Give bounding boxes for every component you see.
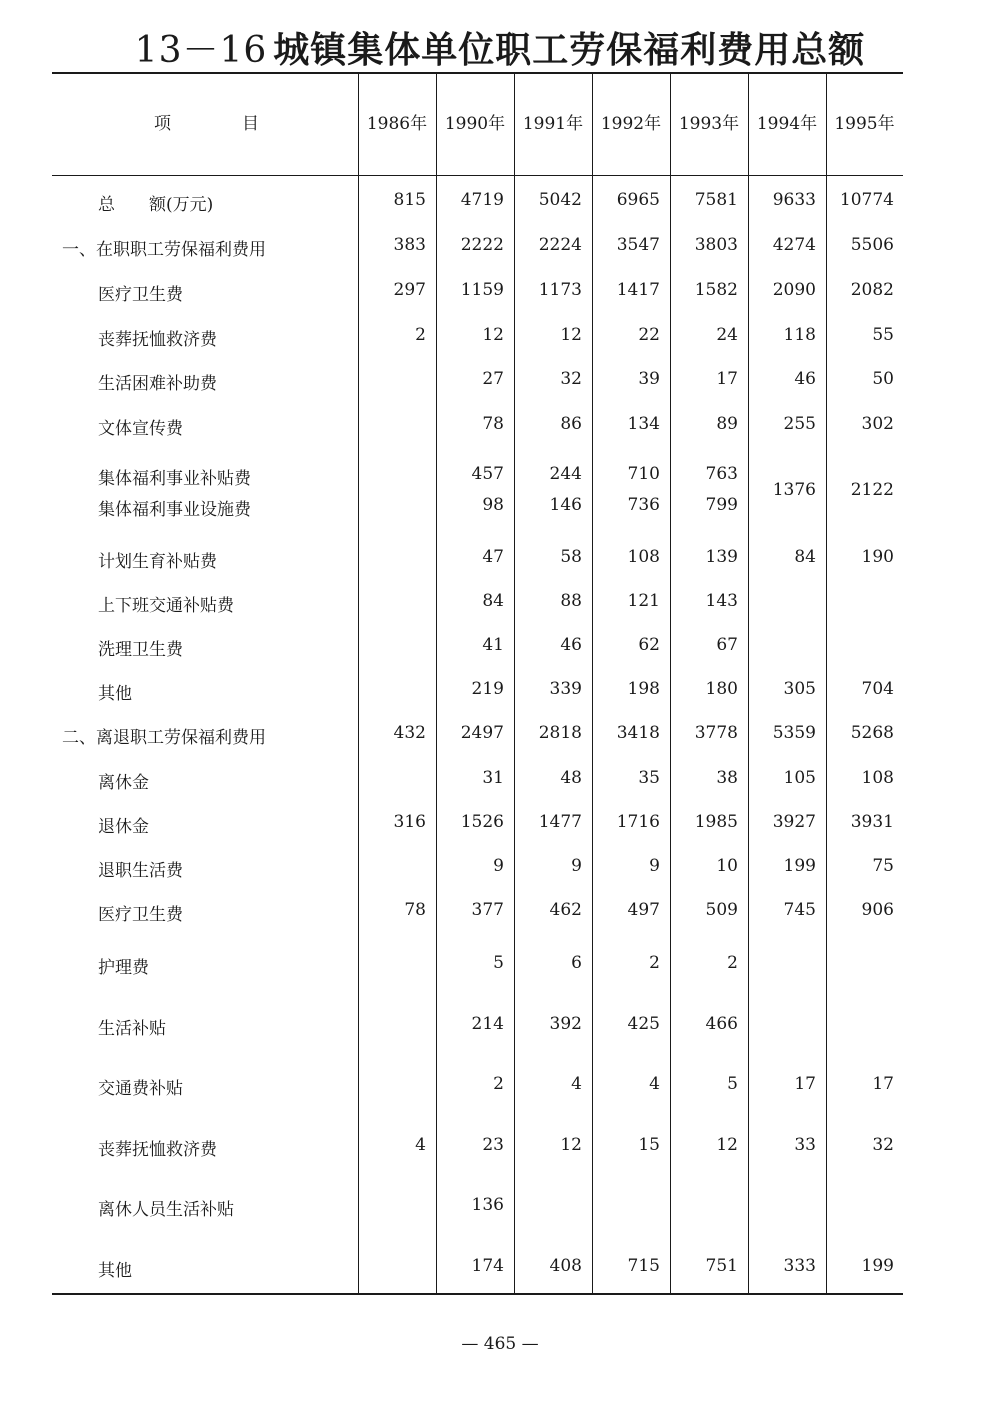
cell-value: 32 <box>872 1135 894 1155</box>
cell-value: 297 <box>393 280 426 300</box>
cell-value: 108 <box>627 547 660 567</box>
cell-value: 180 <box>705 679 738 699</box>
cell-value: 10 <box>716 856 738 876</box>
cell-value: 1417 <box>616 280 660 300</box>
cell-value: 255 <box>783 414 816 434</box>
header-item-a: 项 <box>154 114 171 134</box>
cell-value: 763 <box>705 464 738 484</box>
cell-value: 143 <box>705 591 738 611</box>
cell-value: 2090 <box>772 280 816 300</box>
cell-value: 23 <box>482 1135 504 1155</box>
cell-value: 7581 <box>694 190 738 210</box>
cell-value: 2 <box>649 953 660 973</box>
cell-value: 88 <box>560 591 582 611</box>
cell-value: 745 <box>783 900 816 920</box>
cell-value: 4 <box>571 1074 582 1094</box>
cell-value: 146 <box>549 495 582 515</box>
header-year: 1994年 <box>756 114 818 134</box>
cell-value: 12 <box>560 1135 582 1155</box>
cell-value: 3547 <box>616 235 660 255</box>
row-label: 生活补贴 <box>98 1019 166 1039</box>
cell-value: 219 <box>471 679 504 699</box>
table-number: 13－16 <box>134 30 268 71</box>
cell-value: 121 <box>627 591 660 611</box>
cell-value: 17 <box>872 1074 894 1094</box>
cell-value: 134 <box>627 414 660 434</box>
cell-value: 432 <box>393 723 426 743</box>
cell-value: 9 <box>571 856 582 876</box>
row-label: 离休人员生活补贴 <box>98 1200 234 1220</box>
cell-value: 457 <box>471 464 504 484</box>
row-label: 洗理卫生费 <box>98 640 183 660</box>
cell-value: 2 <box>415 325 426 345</box>
cell-value: 4 <box>649 1074 660 1094</box>
cell-value: 715 <box>627 1256 660 1276</box>
header-year: 1986年 <box>366 114 428 134</box>
row-label: 交通费补贴 <box>98 1079 183 1099</box>
cell-value: 50 <box>872 369 894 389</box>
cell-value: 5 <box>493 953 504 973</box>
cell-value: 108 <box>861 768 894 788</box>
table-header-rule <box>52 175 903 176</box>
cell-value: 339 <box>549 679 582 699</box>
cell-value: 31 <box>482 768 504 788</box>
cell-value: 2497 <box>460 723 504 743</box>
cell-value: 2224 <box>538 235 582 255</box>
cell-value: 377 <box>471 900 504 920</box>
row-label: 其他 <box>98 684 132 704</box>
row-label: 离休金 <box>98 773 149 793</box>
row-label: 二、离退职工劳保福利费用 <box>62 728 266 748</box>
row-label: 医疗卫生费 <box>98 905 183 925</box>
cell-value: 333 <box>783 1256 816 1276</box>
cell-value: 1159 <box>460 280 504 300</box>
cell-value: 12 <box>482 325 504 345</box>
cell-value: 118 <box>783 325 816 345</box>
header-year: 1995年 <box>834 114 895 134</box>
cell-value: 3778 <box>694 723 738 743</box>
cell-value: 799 <box>705 495 738 515</box>
cell-value: 39 <box>638 369 660 389</box>
cell-value: 704 <box>861 679 894 699</box>
cell-value: 55 <box>872 325 894 345</box>
cell-value: 32 <box>560 369 582 389</box>
cell-value: 33 <box>794 1135 816 1155</box>
cell-value: 9 <box>493 856 504 876</box>
table-bottom-rule <box>52 1293 903 1295</box>
cell-value: 199 <box>861 1256 894 1276</box>
cell-value: 2 <box>727 953 738 973</box>
cell-value: 5268 <box>850 723 894 743</box>
row-label: 护理费 <box>98 958 149 978</box>
cell-value: 4719 <box>460 190 504 210</box>
cell-value: 58 <box>560 547 582 567</box>
cell-value: 17 <box>794 1074 816 1094</box>
cell-value: 906 <box>861 900 894 920</box>
cell-value: 5 <box>727 1074 738 1094</box>
row-label: 集体福利事业补贴费 <box>98 469 251 489</box>
cell-value: 174 <box>471 1256 504 1276</box>
cell-value: 751 <box>705 1256 738 1276</box>
row-label: 上下班交通补贴费 <box>98 596 234 616</box>
cell-value: 84 <box>482 591 504 611</box>
cell-value: 75 <box>872 856 894 876</box>
cell-value: 509 <box>705 900 738 920</box>
row-label: 生活困难补助费 <box>98 374 217 394</box>
row-label: 总 额(万元) <box>98 195 214 215</box>
cell-value: 2818 <box>538 723 582 743</box>
cell-value: 5359 <box>772 723 816 743</box>
cell-value: 38 <box>716 768 738 788</box>
cell-value: 27 <box>482 369 504 389</box>
row-label: 其他 <box>98 1261 132 1281</box>
cell-value: 41 <box>482 635 504 655</box>
cell-value: 214 <box>471 1014 504 1034</box>
cell-value: 6 <box>571 953 582 973</box>
cell-value: 2222 <box>460 235 504 255</box>
cell-value: 15 <box>638 1135 660 1155</box>
row-label: 丧葬抚恤救济费 <box>98 1140 217 1160</box>
cell-value: 425 <box>627 1014 660 1034</box>
cell-value: 4 <box>415 1135 426 1155</box>
cell-value: 2 <box>493 1074 504 1094</box>
cell-value: 466 <box>705 1014 738 1034</box>
header-year: 1990年 <box>444 114 506 134</box>
cell-value: 4274 <box>772 235 816 255</box>
column-divider <box>358 74 359 1293</box>
cell-value: 78 <box>404 900 426 920</box>
cell-value: 5042 <box>538 190 582 210</box>
header-year: 1993年 <box>678 114 740 134</box>
cell-value: 316 <box>393 812 426 832</box>
cell-value: 815 <box>393 190 426 210</box>
row-label: 退职生活费 <box>98 861 183 881</box>
row-label: 丧葬抚恤救济费 <box>98 330 217 350</box>
header-year: 1992年 <box>600 114 662 134</box>
cell-value: 199 <box>783 856 816 876</box>
cell-value: 497 <box>627 900 660 920</box>
cell-value: 244 <box>549 464 582 484</box>
cell-value: 408 <box>549 1256 582 1276</box>
merged-value-1995: 2122 <box>850 480 894 500</box>
cell-value: 392 <box>549 1014 582 1034</box>
cell-value: 24 <box>716 325 738 345</box>
cell-value: 9 <box>649 856 660 876</box>
cell-value: 190 <box>861 547 894 567</box>
row-label: 文体宣传费 <box>98 419 183 439</box>
cell-value: 78 <box>482 414 504 434</box>
cell-value: 139 <box>705 547 738 567</box>
cell-value: 3927 <box>772 812 816 832</box>
cell-value: 5506 <box>850 235 894 255</box>
cell-value: 198 <box>627 679 660 699</box>
header-year: 1991年 <box>522 114 584 134</box>
cell-value: 86 <box>560 414 582 434</box>
cell-value: 1582 <box>694 280 738 300</box>
page-title <box>0 22 1000 73</box>
row-label: 集体福利事业设施费 <box>98 500 251 520</box>
cell-value: 305 <box>783 679 816 699</box>
row-label: 计划生育补贴费 <box>98 552 217 572</box>
cell-value: 1173 <box>538 280 582 300</box>
cell-value: 84 <box>794 547 816 567</box>
cell-value: 736 <box>627 495 660 515</box>
merged-value-1994: 1376 <box>772 480 816 500</box>
page-number: — 465 — <box>461 1334 539 1354</box>
cell-value: 1477 <box>538 812 582 832</box>
row-label: 退休金 <box>98 817 149 837</box>
cell-value: 710 <box>627 464 660 484</box>
cell-value: 46 <box>560 635 582 655</box>
cell-value: 2082 <box>850 280 894 300</box>
header-item-b: 目 <box>242 114 259 134</box>
cell-value: 47 <box>482 547 504 567</box>
cell-value: 3418 <box>616 723 660 743</box>
cell-value: 12 <box>716 1135 738 1155</box>
cell-value: 302 <box>861 414 894 434</box>
cell-value: 3931 <box>850 812 894 832</box>
cell-value: 10774 <box>839 190 894 210</box>
cell-value: 383 <box>393 235 426 255</box>
cell-value: 67 <box>716 635 738 655</box>
cell-value: 105 <box>783 768 816 788</box>
cell-value: 89 <box>716 414 738 434</box>
cell-value: 98 <box>482 495 504 515</box>
cell-value: 136 <box>471 1195 504 1215</box>
cell-value: 6965 <box>616 190 660 210</box>
cell-value: 48 <box>560 768 582 788</box>
cell-value: 17 <box>716 369 738 389</box>
cell-value: 9633 <box>772 190 816 210</box>
cell-value: 46 <box>794 369 816 389</box>
cell-value: 3803 <box>694 235 738 255</box>
cell-value: 62 <box>638 635 660 655</box>
table-title: 城镇集体单位职工劳保福利费用总额 <box>273 30 866 71</box>
cell-value: 1716 <box>616 812 660 832</box>
cell-value: 35 <box>638 768 660 788</box>
cell-value: 22 <box>638 325 660 345</box>
cell-value: 12 <box>560 325 582 345</box>
cell-value: 1526 <box>460 812 504 832</box>
row-label: 医疗卫生费 <box>98 285 183 305</box>
cell-value: 1985 <box>694 812 738 832</box>
cell-value: 462 <box>549 900 582 920</box>
row-label: 一、在职职工劳保福利费用 <box>62 240 266 260</box>
